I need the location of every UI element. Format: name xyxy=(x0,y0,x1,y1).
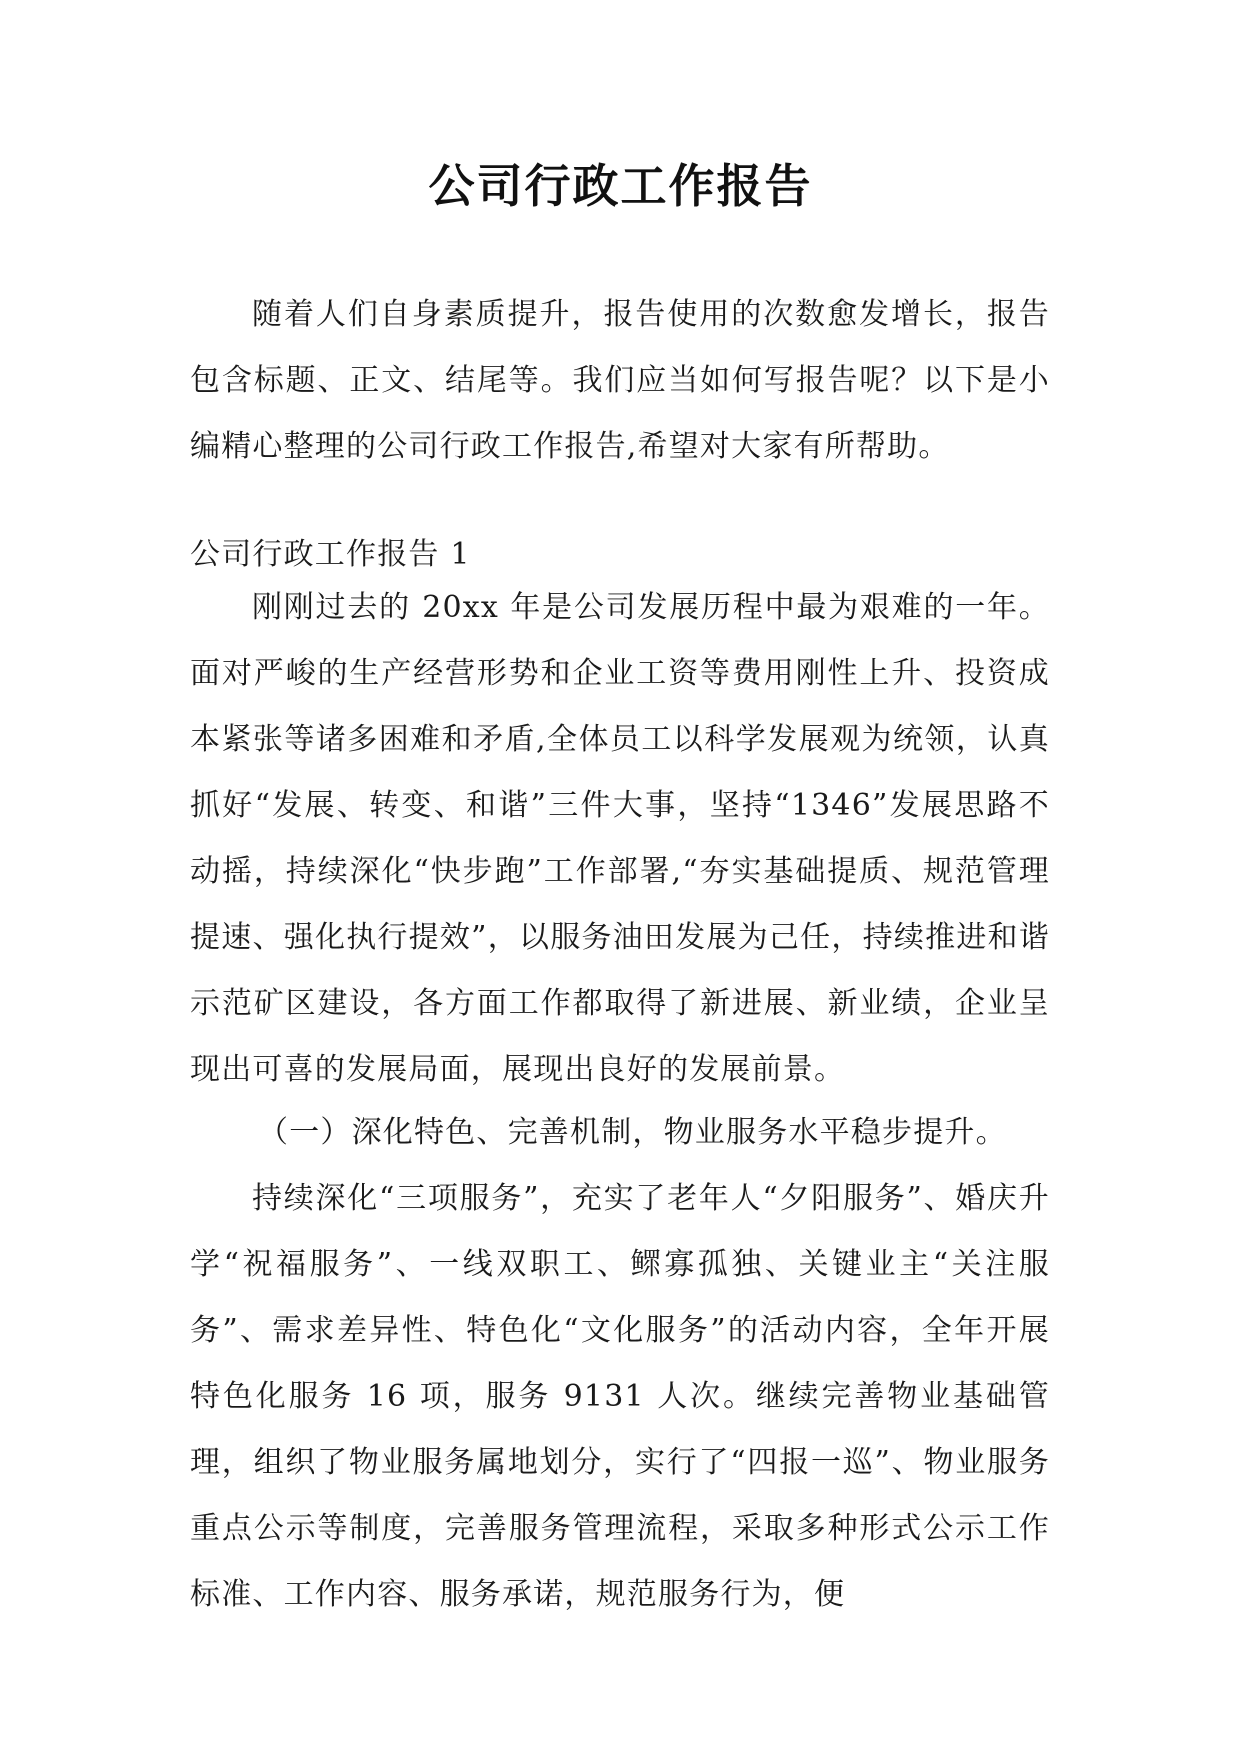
section-heading: 公司行政工作报告 1 xyxy=(190,537,471,572)
subheading-1: （一）深化特色、完善机制，物业服务水平稳步提升。 xyxy=(258,1115,1007,1150)
document-title: 公司行政工作报告 xyxy=(428,159,813,213)
body-paragraph-2: 持续深化“三项服务”，充实了老年人“夕阳服务”、婚庆升学“祝福服务”、一线双职工、鳏寡孤独、关键业主“关注服务”、需求差异性、特色化“文化服务”的活动内容，全年开展特色化服务 16 项，服务 9131 人次。继续完善物业基础管理，组织了物业服务属地划分，实行了“四报一巡”、物业服务重点公示等制度，完善服务管理流程，采取多种形式公示工作标准、工作内容、服务承诺，规范服务行为，便 xyxy=(190,1181,1050,1612)
intro-paragraph: 随着人们自身素质提升，报告使用的次数愈发增长，报告包含标题、正文、结尾等。我们应当如何写报告呢？以下是小编精心整理的公司行政工作报告,希望对大家有所帮助。 xyxy=(190,297,1050,464)
body-paragraph-1: 刚刚过去的 20xx 年是公司发展历程中最为艰难的一年。面对严峻的生产经营形势和企业工资等费用刚性上升、投资成本紧张等诸多困难和矛盾,全体员工以科学发展观为统领，认真抓好“发展、转变、和谐”三件大事，坚持“1346”发展思路不动摇，持续深化“快步跑”工作部署,“夯实基础提质、规范管理提速、强化执行提效”，以服务油田发展为己任，持续推进和谐示范矿区建设，各方面工作都取得了新进展、新业绩，企业呈现出可喜的发展局面，展现出良好的发展前景。 xyxy=(190,590,1050,1087)
